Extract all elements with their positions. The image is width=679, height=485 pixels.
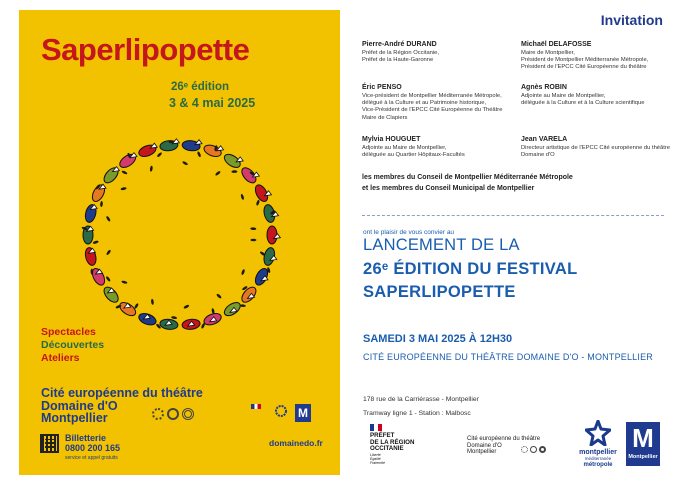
host-block [362,84,522,122]
french-flag-icon [370,424,382,431]
leaf-illustration [256,199,260,206]
leaf-illustration [250,227,256,230]
event-address: 178 rue de la Carriérasse - Montpellier [363,396,479,403]
activity-item: Spectacles [41,326,96,338]
prefet-line: PRÉFET [370,432,395,439]
city-logo-letter: M [632,423,654,453]
host-role: Maire de Montpellier, [521,49,575,56]
host-name: Agnès ROBIN [521,84,567,91]
city-logo-name: Montpellier [628,454,658,460]
venue-line: Domaine d'O [41,398,118,413]
leaf-illustration [105,276,111,282]
host-block [521,84,671,107]
invitation-heading: Invitation [600,12,663,28]
bird-illustration [84,247,98,267]
cite-line: Montpellier [467,449,497,455]
venue-circles-logo [152,408,194,420]
leaf-illustration [151,299,154,305]
prefet-line: DE LA RÉGION [370,438,415,446]
leaf-illustration [241,269,246,276]
cite-circles-icon [521,446,546,453]
activity-item: Découvertes [41,339,105,351]
host-role: Directeur artistique de l'EPCC Cité européenne du théâtre [521,144,671,151]
poster-edition: 26ᵉ édition [171,81,229,93]
bird-illustration [101,285,120,305]
host-block [521,41,671,72]
host-block [362,136,522,159]
host-block [362,41,522,64]
leaf-illustration [231,170,237,173]
birds-ring-illustration [60,123,300,348]
motto-line: Liberté [370,452,381,457]
double-circle-icon [182,408,194,420]
council-members [362,172,573,194]
prefet-logo [251,404,267,422]
headline-line-1: LANCEMENT DE LA [363,236,520,254]
leaf-illustration [197,151,202,158]
leaf-illustration [106,216,111,222]
host-role: Adjointe au Maire de Montpellier, [521,92,606,99]
host-role: Préfet de la Haute-Garonne [362,57,434,64]
leaf-illustration [216,293,222,299]
poster-website: domainedo.fr [269,438,323,448]
qr-code [40,434,59,453]
host-role: Président de l'EPCC Cité Européenne du théâtre [521,64,647,71]
host-name: Michaël DELAFOSSE [521,41,592,48]
bird-illustration [267,226,277,244]
montpellier-m-logo: M [295,404,311,422]
invite-intro: ont le plaisir de vous convier au [363,229,455,236]
activity-item: Ateliers [41,352,80,364]
prefet-line: OCCITANIE [370,445,404,452]
leaf-illustration [121,170,128,175]
cite-line: Cité européenne du théâtre [467,436,541,442]
members-line: les membres du Conseil de Montpellier Méditerranée Métropole [362,174,573,181]
host-name: Pierre-André DURAND [362,41,437,48]
festival-poster [19,10,340,475]
leaf-illustration [120,187,126,191]
dotted-circle-icon [152,408,164,420]
metropole-line: montpellier [579,449,617,456]
leaf-illustration [240,194,244,201]
ticket-phone: 0800 200 165 [65,443,121,453]
bird-illustration [239,285,258,305]
ticket-note: service et appel gratuits [65,455,118,461]
event-transport: Tramway ligne 1 - Station : Malbosc [363,410,471,417]
host-name: Éric PENSO [362,84,402,91]
host-role: Président de Montpellier Méditerranée Métropole, [521,57,649,64]
prefet-region-logo [370,424,414,465]
leaf-illustration [150,166,154,172]
host-block [521,136,671,159]
headline-line-2: 26ᵉ ÉDITION DU FESTIVAL [363,260,578,278]
host-role: Préfet de la Région Occitanie, [362,49,440,56]
metropole-logo [273,404,289,422]
motto-line: Égalité [370,456,381,461]
leaf-illustration [106,249,112,255]
cite-line: Domaine d'O [467,442,502,449]
ticket-info [65,433,120,463]
activities-list [41,326,104,365]
montpellier-city-logo [626,422,660,466]
headline-line-3: SAPERLIPOPETTE [363,283,516,301]
star-logo-icon [585,420,611,446]
venue-line: Montpellier [41,411,108,425]
motto-line: Fraternité [370,460,385,465]
leaf-illustration [121,280,127,284]
metropole-logo [573,420,623,468]
leaf-illustration [250,239,256,242]
host-role: déléguée à la Culture et à la Culture scientifique [521,100,645,107]
poster-title: Saperlipopette [41,32,250,67]
host-role: déléguée au Quartier Hôpitaux-Facultés [362,152,465,159]
host-role: délégué à la Culture et au Patrimoine historique, [362,100,487,107]
leaf-illustration [182,161,188,166]
members-line: et les membres du Conseil Municipal de Montpellier [362,185,535,192]
host-name: Jean VARELA [521,136,568,143]
host-name: Mylvia HOUGUET [362,136,421,143]
solid-circle-icon [167,408,179,420]
divider [362,215,664,216]
leaf-illustration [156,152,162,158]
host-role: Adjointe au Maire de Montpellier, [362,144,447,151]
event-venue: CITÉ EUROPÉENNE DU THÉÂTRE DOMAINE D'O - MONTPELLIER [363,352,653,362]
venue-line: Cité européenne du théâtre [41,386,203,400]
metropole-line: métropole [583,462,613,468]
host-role: Vice-Président de l'EPCC Cité Européenne du Théâtre [362,107,503,114]
ticket-label: Billetterie [65,433,107,443]
leaf-illustration [183,304,190,309]
leaf-illustration [171,316,177,320]
host-role: Vice-président de Montpellier Méditerranée Métropole, [362,92,502,99]
leaf-illustration [100,201,103,207]
bird-illustration [202,143,222,159]
host-role: Maire de Clapiers [362,114,408,121]
leaf-illustration [215,170,221,176]
event-date-time: SAMEDI 3 MAI 2025 À 12H30 [363,333,513,345]
host-role: Domaine d'O [521,152,555,159]
leaf-illustration [92,240,98,244]
poster-partner-logos [251,404,311,422]
poster-dates: 3 & 4 mai 2025 [169,96,256,110]
metropole-line: méditerranée [584,456,612,461]
